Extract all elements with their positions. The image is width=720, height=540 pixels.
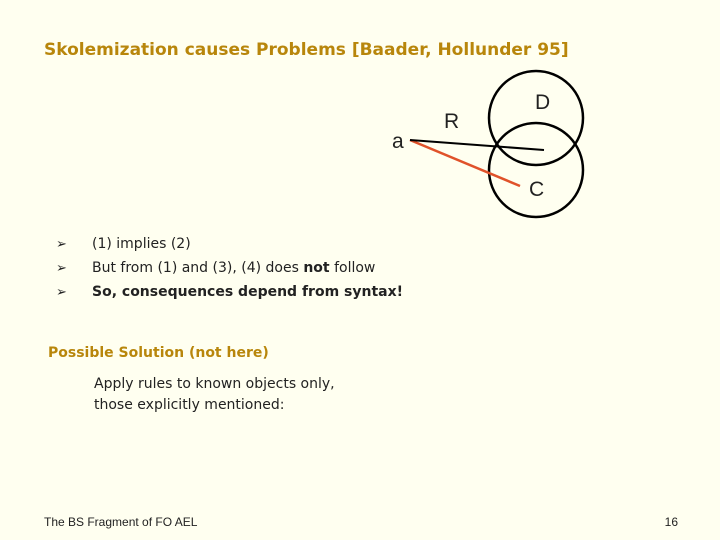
bullet-text: So, consequences depend from syntax! — [92, 284, 404, 300]
solution-line: Apply rules to known objects only, — [94, 376, 335, 392]
label-a: a — [392, 130, 404, 153]
slide-title: Skolemization causes Problems [Baader, Hollunder 95] — [44, 40, 569, 60]
label-d: D — [535, 91, 551, 114]
bullet-text-pre: But from (1) and (3), (4) does — [92, 260, 304, 276]
arrow-bullet-icon: ➢ — [56, 261, 67, 276]
circle-c — [489, 123, 583, 217]
footer-title: The BS Fragment of FO AEL — [44, 515, 198, 529]
list-item — [56, 284, 403, 308]
solution-line: those explicitly mentioned: — [94, 397, 285, 413]
page-number: 16 — [664, 515, 678, 529]
section-heading: Possible Solution (not here) — [48, 345, 269, 361]
label-r: R — [444, 110, 460, 133]
list-item — [56, 236, 403, 260]
circle-d — [489, 71, 583, 165]
bullet-text-emph: not — [303, 260, 330, 276]
arrow-bullet-icon: ➢ — [56, 285, 67, 300]
arrow-bullet-icon: ➢ — [56, 237, 67, 252]
label-c: C — [529, 178, 545, 201]
bullet-text-post: follow — [329, 260, 376, 276]
list-item — [56, 260, 403, 284]
solution-text — [94, 374, 335, 416]
bullet-text: (1) implies (2) — [92, 236, 191, 252]
bullet-text — [92, 260, 375, 276]
bullet-list — [56, 236, 403, 308]
